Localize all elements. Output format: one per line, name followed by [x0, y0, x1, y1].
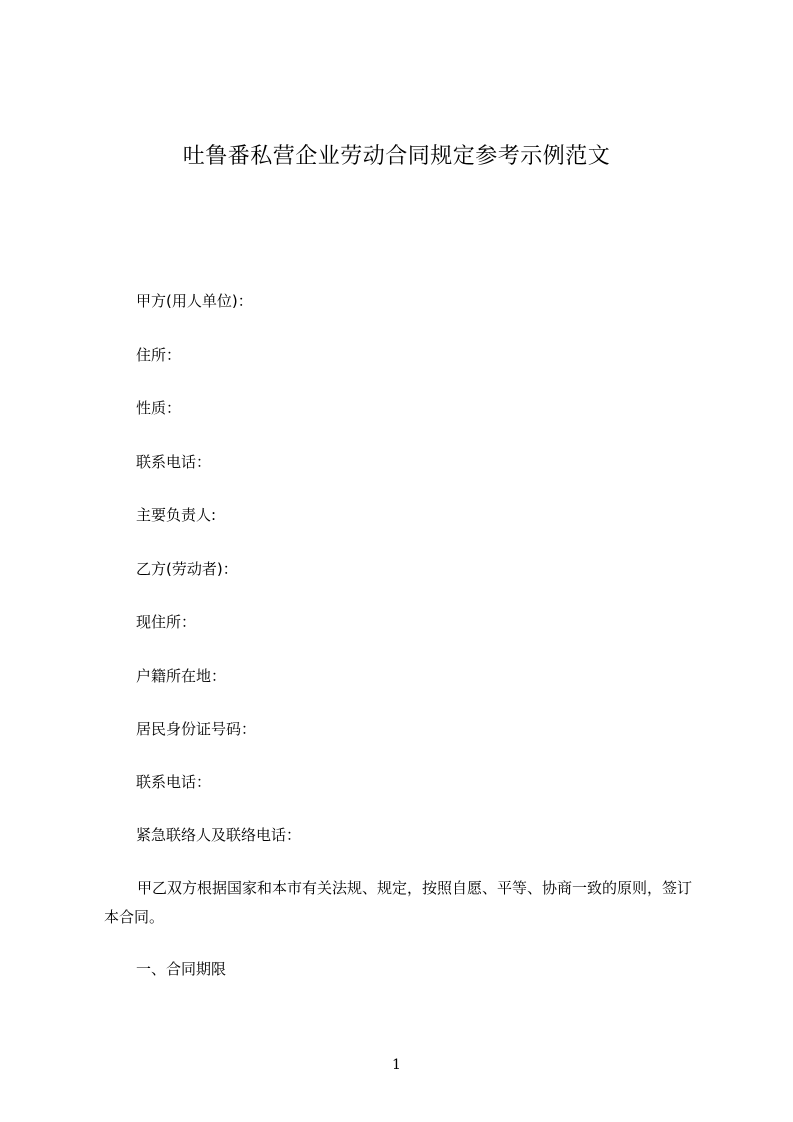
- field-phone: 联系电话：: [136, 453, 212, 471]
- field-worker-phone: 联系电话：: [136, 773, 212, 791]
- field-current-address: 现住所：: [136, 613, 197, 631]
- field-party-b-worker: 乙方(劳动者)：: [136, 560, 238, 578]
- intro-paragraph: 甲乙双方根据国家和本市有关法规、规定，按照自愿、平等、协商一致的原则，签订本合同。: [104, 879, 693, 926]
- field-id-number: 居民身份证号码：: [136, 720, 257, 738]
- page-number: 1: [392, 1057, 401, 1073]
- field-emergency-contact: 紧急联络人及联络电话：: [136, 826, 302, 844]
- section-heading-contract-term: 一、合同期限: [136, 960, 227, 978]
- field-principal: 主要负责人:: [136, 506, 217, 524]
- field-party-a-employer: 甲方(用人单位)：: [136, 292, 253, 310]
- field-nature: 性质：: [136, 399, 182, 417]
- document-title: 吐鲁番私营企业劳动合同规定参考示例范文: [182, 144, 611, 169]
- field-household-registration: 户籍所在地：: [136, 667, 227, 685]
- field-address: 住所：: [136, 346, 182, 364]
